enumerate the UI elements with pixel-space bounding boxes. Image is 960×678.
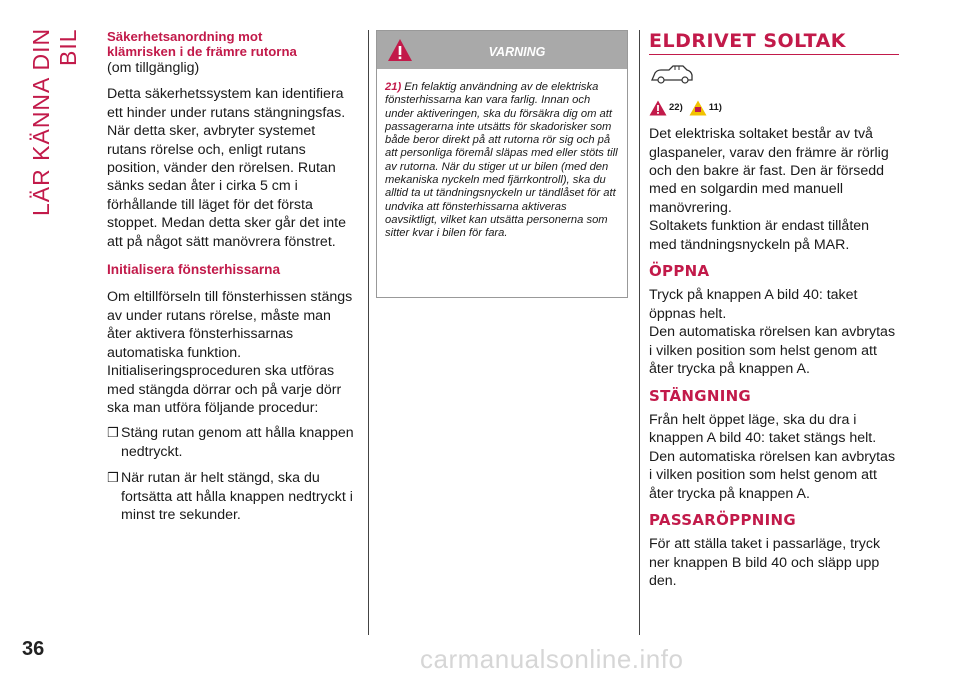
reference-marks [649, 99, 899, 117]
note-icon [689, 100, 707, 116]
list-item [107, 469, 357, 524]
section-heading: PASSARÖPPNING [649, 510, 796, 529]
paragraph: Soltakets funktion är endast tillåten med tändningsnyckeln på MAR. [649, 218, 870, 253]
sunroof-car-icon [649, 63, 695, 85]
checkbox-bullet-icon: ❒ [107, 425, 119, 441]
note-reference: 11) [708, 101, 722, 113]
subhead-line: Säkerhetsanordning mot [107, 29, 263, 44]
warning-reference: 22) [669, 101, 683, 113]
paragraph: Tryck på knappen A bild 40: taket öppnas helt. [649, 287, 858, 322]
column-left [107, 30, 357, 532]
paragraph: För att ställa taket i passarläge, tryck ner knappen B bild 40 och släpp upp den. [649, 536, 881, 590]
column-middle [376, 30, 628, 298]
page-title: ELDRIVET SOLTAK [649, 32, 899, 55]
paragraph: Om eltillförseln till fönsterhissen stängs av under rutans rörelse, måste man åter aktivera fönsterhissarnas automatiska funktion. [107, 289, 353, 361]
warning-text: En felaktig användning av de elektriska fönsterhissarna kan vara farlig. Innan och under aktiveringen, ska du försäkra dig om att passagerarna inte utsätts för skadorisker som både beror direkt på att rutorna rör sig och på att personliga föremål släpas med eller stöts till av rutorna. När du stiger ut ur bilen (med den mekaniska nyckeln med fjärrkontroll), ska du alltid ta ut tändningsnyckeln ur tändlåset för att undvika att fönsterhissarna aktiveras oavsiktligt, vilket kan utsätta personerna som sitter kvar i bilen för fara. [385, 81, 618, 240]
paragraph: Detta säkerhetssystem kan identifiera ett hinder under rutans stängningsfas. När detta sker, avbryter systemet rutans rörelse och, enligt rutans position, vänder den rörelsen. Rutan sänks sedan åter i cirka 5 cm i förhållande till läget för det första stoppet. Medan detta sker går det inte att på något sätt manövrera fönstret. [107, 86, 346, 250]
list-item-text: Stäng rutan genom att hålla knappen nedtryckt. [121, 425, 354, 460]
paragraph: Det elektriska soltaket består av två glaspaneler, varav den främre är rörlig och den bakre är fast. Den är försedd med en solgardin med manuell manövrering. [649, 126, 889, 216]
checkbox-bullet-icon: ❒ [107, 470, 119, 486]
column-divider [368, 30, 369, 635]
paragraph: Den automatiska rörelsen kan avbrytas i vilken position som helst genom att åter trycka på knappen A. [649, 324, 896, 378]
section-heading: ÖPPNA [649, 262, 710, 281]
subhead-line: klämrisken i de främre rutorna [107, 43, 297, 59]
page-number: 36 [22, 638, 45, 660]
section-heading: Initialisera fönsterhissarna [107, 262, 281, 278]
warning-title: VARNING [488, 45, 546, 59]
section-heading: STÄNGNING [649, 386, 752, 405]
paragraph: Från helt öppet läge, ska du dra i knappen A bild 40: taket stängs helt. [649, 411, 877, 447]
availability-note: (om tillgänglig) [107, 60, 200, 76]
warning-triangle-icon [649, 100, 667, 116]
paragraph: Initialiseringsproceduren ska utföras med stängda dörrar och på varje dörr ska man utföra följande procedur: [107, 363, 342, 416]
list-item [107, 424, 357, 461]
column-divider [639, 30, 640, 635]
paragraph: Den automatiska rörelsen kan avbrytas i vilken position som helst genom att åter trycka på knappen A. [649, 448, 896, 502]
warning-body [377, 69, 627, 241]
warning-box [376, 30, 628, 298]
warning-number: 21) [385, 81, 402, 93]
watermark: carmanualsonline.info [420, 644, 684, 674]
list-item-text: När rutan är helt stängd, ska du fortsätta att hålla knappen nedtryckt i minst tre sekunder. [121, 470, 353, 523]
warning-header [377, 31, 627, 69]
column-right [649, 30, 899, 598]
section-side-title: LÄR KÄNNA DIN BIL [28, 28, 81, 217]
